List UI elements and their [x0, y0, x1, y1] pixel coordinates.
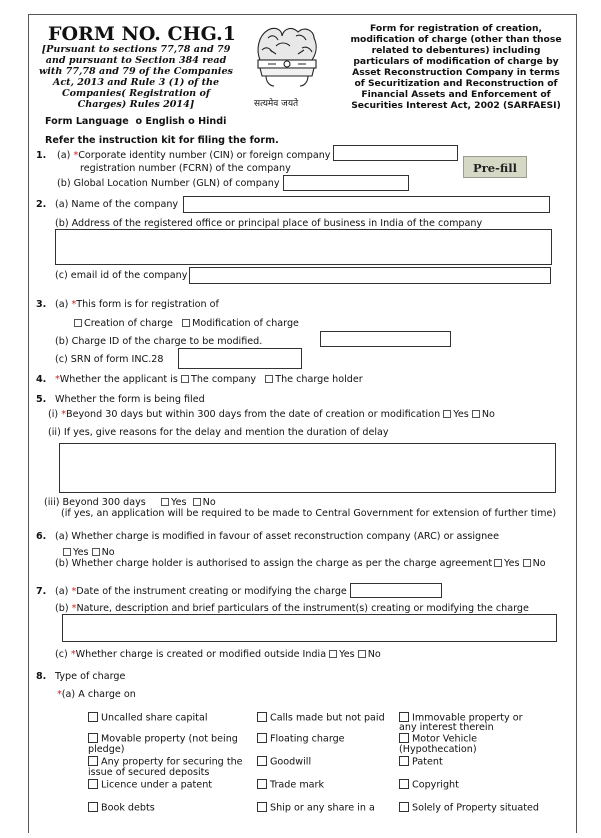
q1a-label: (a) *Corporate identity number (CIN) or foreign company	[57, 150, 331, 161]
checkbox[interactable]	[399, 802, 409, 812]
charge-motor-vehicle-cont: (Hypothecation)	[399, 744, 477, 755]
q1-number: 1.	[36, 150, 47, 161]
q5iii-note: (if yes, an application will be required to be made to Central Government for extension of further time)	[61, 508, 557, 519]
modification-label: Modification of charge	[192, 318, 299, 329]
q5ii-label: (ii) If yes, give reasons for the delay and mention the duration of delay	[48, 427, 389, 438]
checkbox[interactable]	[399, 756, 409, 766]
form-language-row	[45, 116, 226, 127]
instrument-particulars-input[interactable]	[62, 614, 557, 642]
checkbox[interactable]	[88, 802, 98, 812]
charge-book-debts: Book debts	[88, 802, 155, 814]
radio-hindi[interactable]: o	[188, 116, 195, 127]
form-number: FORM NO. CHG.1	[48, 23, 236, 45]
q5iii-label: (iii) Beyond 300 days Yes No	[44, 497, 216, 508]
q3c-label: (c) SRN of form INC.28	[55, 354, 164, 365]
form-purpose: Form for registration of creation, modification of charge (other than those related to debentures) including particulars of modification of charge by Asset Reconstruction Company in terms of Securitization and Reconstruction of Financial Assets and Enforcement of Securities Interest Act, 2002 (SARFAESI)	[350, 23, 562, 111]
instruction-note: Refer the instruction kit for filing the form.	[45, 135, 279, 146]
charge-copyright: Copyright	[399, 779, 459, 791]
q5i-no-radio[interactable]	[472, 410, 480, 418]
gln-input[interactable]	[283, 175, 409, 191]
charge-floating: Floating charge	[257, 733, 345, 745]
q6a-label: (a) Whether charge is modified in favour of asset reconstruction company (ARC) or assignee	[55, 531, 499, 542]
modification-radio[interactable]	[182, 319, 190, 327]
charge-property-situated: Solely of Property situated	[399, 802, 539, 814]
creation-radio[interactable]	[74, 319, 82, 327]
applicant-company-label: The company	[190, 374, 257, 385]
radio-english[interactable]: o	[135, 116, 143, 127]
instrument-date-input[interactable]	[350, 583, 442, 598]
q3b-label: (b) Charge ID of the charge to be modified.	[55, 336, 263, 347]
charge-motor-vehicle: Motor Vehicle	[399, 733, 477, 745]
company-name-input[interactable]	[183, 196, 550, 213]
q6-number: 6.	[36, 531, 47, 542]
charge-id-input[interactable]	[320, 331, 451, 347]
prefill-button[interactable]: Pre-fill	[463, 156, 527, 178]
q1b-label: (b) Global Location Number (GLN) of company	[57, 178, 280, 189]
applicant-company-radio[interactable]	[181, 375, 189, 383]
q5-label: Whether the form is being filed	[55, 394, 205, 405]
checkbox[interactable]	[88, 779, 98, 789]
checkbox[interactable]	[257, 733, 267, 743]
q7a-label: (a) *Date of the instrument creating or modifying the charge	[55, 586, 347, 597]
checkbox[interactable]	[399, 712, 409, 722]
charge-trade-mark: Trade mark	[257, 779, 324, 791]
checkbox[interactable]	[88, 712, 98, 722]
charge-ship: Ship or any share in a	[257, 802, 375, 814]
pursuant-text: [Pursuant to sections 77,78 and 79 and pursuant to Section 384 read with 77,78 and 79 of the Companies Act, 2013 and Rule 3 (1) of the Companies( Registration of Charges) Rules 2014]	[39, 44, 233, 110]
q7-number: 7.	[36, 586, 47, 597]
q4-label: *Whether the applicant is The company The charge holder	[55, 374, 363, 385]
applicant-holder-radio[interactable]	[265, 375, 273, 383]
cin-input[interactable]	[333, 145, 458, 161]
creation-label: Creation of charge	[84, 318, 173, 329]
checkbox[interactable]	[257, 712, 267, 722]
q6b-yes-radio[interactable]	[494, 559, 502, 567]
form-language-label: Form Language	[45, 116, 129, 127]
emblem-motto: सत्यमेव जयते	[254, 99, 299, 109]
address-input[interactable]	[55, 229, 552, 265]
charge-uncalled-share: Uncalled share capital	[88, 712, 208, 724]
q7c-yes-radio[interactable]	[329, 650, 337, 658]
checkbox[interactable]	[88, 733, 98, 743]
delay-reason-input[interactable]	[59, 443, 556, 493]
q3a-label: (a) *This form is for registration of	[55, 299, 219, 310]
email-input[interactable]	[189, 267, 551, 284]
checkbox[interactable]	[88, 756, 98, 766]
q6b-no-radio[interactable]	[523, 559, 531, 567]
q5i-yes-radio[interactable]	[443, 410, 451, 418]
national-emblem-icon	[246, 20, 328, 100]
charge-movable-property: Movable property (not being	[88, 733, 238, 745]
q1a-label-cont: registration number (FCRN) of the company	[80, 163, 291, 174]
q7c-no-radio[interactable]	[358, 650, 366, 658]
checkbox[interactable]	[399, 733, 409, 743]
checkbox[interactable]	[257, 802, 267, 812]
charge-patent-licence: Licence under a patent	[88, 779, 212, 791]
q8a-label: *(a) A charge on	[57, 689, 136, 700]
charge-movable-property-cont: pledge)	[88, 744, 125, 755]
q5iii-yes-radio[interactable]	[161, 498, 169, 506]
q7b-label: (b) *Nature, description and brief particulars of the instrument(s) creating or modifying the charge	[55, 603, 529, 614]
q6a-yes-radio[interactable]	[63, 548, 71, 556]
charge-immovable-property-cont: any interest therein	[399, 722, 494, 733]
q6a-options: Yes No	[63, 547, 115, 558]
q5-number: 5.	[36, 394, 47, 405]
q2c-label: (c) email id of the company	[55, 270, 188, 281]
q3a-options	[74, 318, 299, 329]
charge-patent: Patent	[399, 756, 443, 768]
q2b-label: (b) Address of the registered office or principal place of business in India of the company	[55, 218, 483, 229]
charge-secured-deposits: Any property for securing the	[88, 756, 243, 768]
checkbox[interactable]	[257, 756, 267, 766]
applicant-holder-label: The charge holder	[275, 374, 363, 385]
english-label: English	[145, 116, 185, 127]
srn-input[interactable]	[178, 348, 302, 369]
checkbox[interactable]	[257, 779, 267, 789]
q5i-label: (i) *Beyond 30 days but within 300 days from the date of creation or modification Yes No	[48, 409, 495, 420]
q2-number: 2.	[36, 199, 47, 210]
checkbox[interactable]	[399, 779, 409, 789]
q6b-label: (b) Whether charge holder is authorised to assign the charge as per the charge agreement	[55, 558, 493, 569]
q2a-label: (a) Name of the company	[55, 199, 179, 210]
q6a-no-radio[interactable]	[92, 548, 100, 556]
charge-secured-deposits-cont: issue of secured deposits	[88, 767, 210, 778]
hindi-label: Hindi	[198, 116, 227, 127]
q7c-label: (c) *Whether charge is created or modified outside India Yes No	[55, 649, 381, 660]
charge-calls-unpaid: Calls made but not paid	[257, 712, 385, 724]
q8-number: 8.	[36, 671, 47, 682]
q4-number: 4.	[36, 374, 47, 385]
q6b-options: Yes No	[494, 558, 546, 569]
q8-label: Type of charge	[55, 671, 126, 682]
charge-goodwill: Goodwill	[257, 756, 311, 768]
q3-number: 3.	[36, 299, 47, 310]
q5iii-no-radio[interactable]	[193, 498, 201, 506]
charge-immovable-property: Immovable property or	[399, 712, 523, 724]
